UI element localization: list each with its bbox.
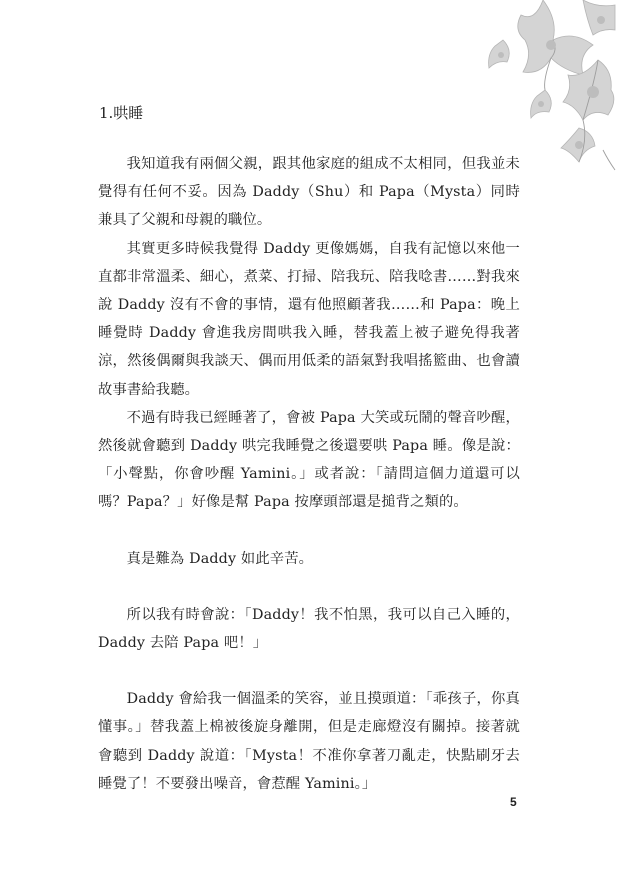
chapter-body — [98, 150, 520, 798]
flower-branch-icon — [483, 0, 618, 175]
paragraph: 所以我有時會說：「Daddy！我不怕黑，我可以自己入睡的，Daddy 去陪 Papa 吧！」 — [98, 606, 520, 652]
chapter-heading: 1.哄睡 — [99, 104, 144, 122]
paragraph: Daddy 會給我一個溫柔的笑容，並且摸頭道：「乖孩子，你真懂事。」替我蓋上棉被後旋身離開，但是走廊燈沒有關掉。接著就會聽到 Daddy 說道：「Mysta！不准你拿著刀亂走，快點刷牙去睡覺了！不要發出噪音，會惹醒 Yamini。」 — [98, 691, 520, 792]
paragraph: 我知道我有兩個父親，跟其他家庭的組成不太相同，但我並未覺得有任何不妥。因為 Daddy（Shu）和 Papa（Mysta）同時兼具了父親和母親的職位。 — [98, 156, 521, 229]
paragraph: 真是難為 Daddy 如此辛苦。 — [126, 550, 314, 567]
paragraph: 不過有時我已經睡著了，會被 Papa 大笑或玩鬧的聲音吵醒，然後就會聽到 Daddy 哄完我睡覺之後還要哄 Papa 睡。像是說：「小聲點，你會吵醒 Yamini。」或者說：「請問這個力道還可以嗎？Papa？」好像是幫 Papa 按摩頭部還是搥背之類的。 — [98, 409, 520, 511]
paragraph: 其實更多時候我覺得 Daddy 更像媽媽，自我有記憶以來他一直都非常溫柔、細心，煮菜、打掃、陪我玩、陪我唸書……對我來說 Daddy 沒有不會的事情，還有他照顧著我……和 Papa：晚上睡覺時 Daddy 會進我房間哄我入睡，替我蓋上被子避免得我著涼，然後偶爾與我談天、偶而用低柔的語氣對我唱搖籃曲、也會讀故事書給我聽。 — [98, 240, 520, 398]
page-number: 5 — [510, 795, 517, 809]
